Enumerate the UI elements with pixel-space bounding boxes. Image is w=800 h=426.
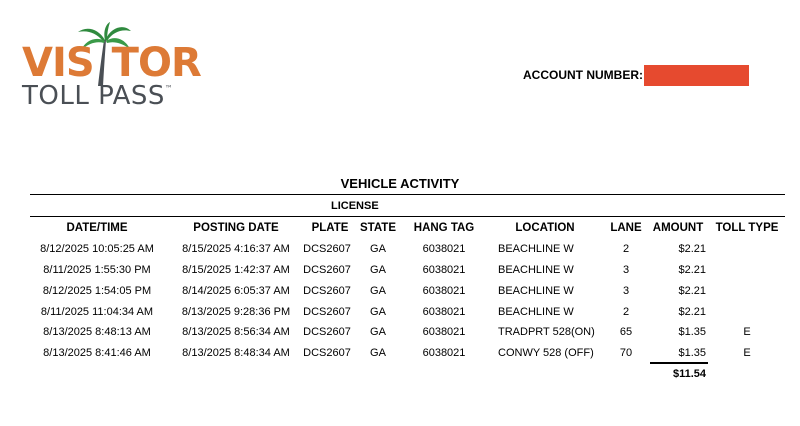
cell-hang-tag: 6038021 [422, 285, 466, 297]
cell-date-time: 8/13/2025 8:48:13 AM [43, 326, 151, 338]
cell-hang-tag: 6038021 [422, 243, 466, 255]
logo-wordmark-visitor: VIS TOR [22, 40, 201, 86]
cell-posting-date: 8/13/2025 8:48:34 AM [182, 347, 290, 359]
cell-state: GA [370, 347, 386, 359]
cell-posting-date: 8/15/2025 4:16:37 AM [182, 243, 290, 255]
cell-date-time: 8/12/2025 1:54:05 PM [42, 285, 152, 297]
cell-location: BEACHLINE W [498, 264, 574, 276]
cell-lane: 65 [619, 326, 633, 338]
cell-state: GA [370, 285, 386, 297]
col-state-header: STATE [360, 222, 396, 234]
col-amount-header: AMOUNT [652, 222, 704, 234]
col-posting-date-header: POSTING DATE [193, 222, 279, 234]
cell-location: BEACHLINE W [498, 243, 574, 255]
section-title: VEHICLE ACTIVITY [340, 176, 460, 191]
cell-hang-tag: 6038021 [422, 326, 466, 338]
account-number-label: ACCOUNT NUMBER: [523, 68, 643, 82]
cell-plate: DCS2607 [303, 326, 351, 338]
cell-amount: $2.21 [678, 264, 706, 276]
cell-posting-date: 8/13/2025 9:28:36 PM [181, 306, 291, 318]
cell-location: CONWY 528 (OFF) [498, 347, 594, 359]
cell-lane: 2 [622, 243, 630, 255]
col-hang-tag-header: HANG TAG [413, 222, 475, 234]
cell-location: BEACHLINE W [498, 306, 574, 318]
cell-amount: $1.35 [678, 347, 706, 359]
logo-wordmark-toll-pass: TOLL PASS™ [22, 81, 174, 111]
cell-date-time: 8/11/2025 11:04:34 AM [40, 306, 154, 318]
cell-plate: DCS2607 [303, 347, 351, 359]
cell-lane: 2 [622, 306, 630, 318]
cell-amount: $2.21 [678, 306, 706, 318]
visitor-toll-pass-logo [22, 22, 201, 112]
cell-plate: DCS2607 [303, 264, 351, 276]
cell-lane: 70 [619, 347, 633, 359]
total-underline [650, 362, 708, 364]
cell-amount: $1.35 [678, 326, 706, 338]
cell-state: GA [370, 243, 386, 255]
cell-state: GA [370, 264, 386, 276]
cell-lane: 3 [622, 264, 630, 276]
account-number-redaction [644, 65, 749, 86]
col-plate-header: PLATE [311, 222, 349, 234]
cell-state: GA [370, 326, 386, 338]
trademark-symbol: ™ [164, 84, 174, 93]
col-lane-header: LANE [610, 222, 642, 234]
cell-state: GA [370, 306, 386, 318]
cell-location: TRADPRT 528(ON) [498, 326, 595, 338]
cell-amount: $2.21 [678, 243, 706, 255]
amount-total: $11.54 [672, 368, 706, 380]
cell-posting-date: 8/13/2025 8:56:34 AM [182, 326, 290, 338]
cell-plate: DCS2607 [303, 306, 351, 318]
cell-amount: $2.21 [678, 285, 706, 297]
cell-toll-type: E [743, 347, 751, 359]
cell-posting-date: 8/15/2025 1:42:37 AM [182, 264, 290, 276]
license-group-header: LICENSE [331, 200, 379, 212]
cell-plate: DCS2607 [303, 285, 351, 297]
cell-hang-tag: 6038021 [422, 347, 466, 359]
cell-location: BEACHLINE W [498, 285, 574, 297]
cell-date-time: 8/13/2025 8:41:46 AM [43, 347, 151, 359]
cell-posting-date: 8/14/2025 6:05:37 AM [182, 285, 290, 297]
cell-hang-tag: 6038021 [422, 264, 466, 276]
cell-date-time: 8/12/2025 10:05:25 AM [40, 243, 154, 255]
cell-plate: DCS2607 [303, 243, 351, 255]
cell-lane: 3 [622, 285, 630, 297]
divider [30, 216, 785, 217]
cell-date-time: 8/11/2025 1:55:30 PM [43, 264, 151, 276]
col-toll-type-header: TOLL TYPE [715, 222, 779, 234]
col-location-header: LOCATION [515, 222, 575, 234]
cell-hang-tag: 6038021 [422, 306, 466, 318]
divider [30, 194, 785, 195]
col-date-time-header: DATE/TIME [66, 222, 128, 234]
cell-toll-type: E [743, 326, 751, 338]
